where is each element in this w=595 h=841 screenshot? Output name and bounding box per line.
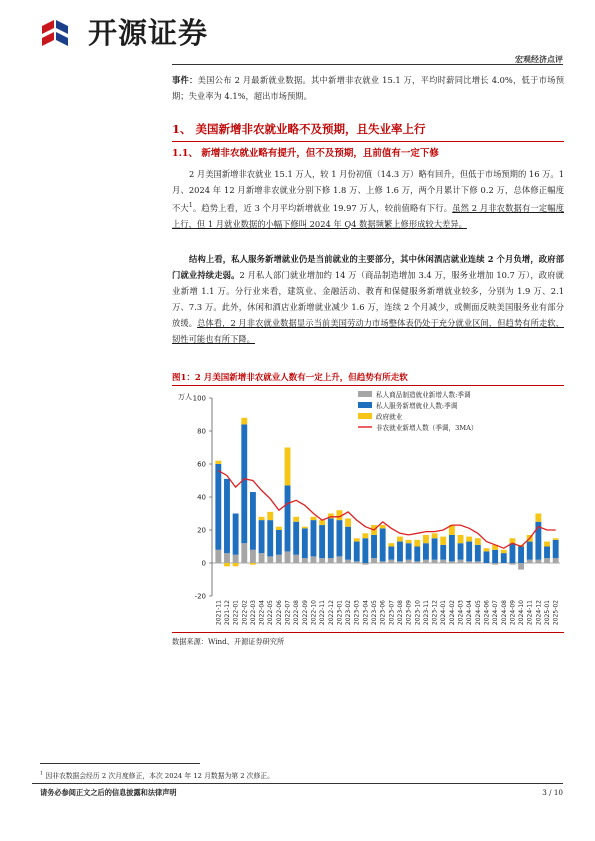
logo-icon <box>38 14 78 54</box>
services-bar <box>259 520 265 553</box>
government-bar <box>233 563 239 566</box>
government-bar <box>388 543 394 546</box>
government-bar <box>535 514 541 522</box>
x-tick-label: 2024-07 <box>492 600 500 626</box>
x-tick-label: 2022-05 <box>267 600 275 626</box>
x-tick-label: 2023-03 <box>353 600 361 626</box>
x-tick-label: 2024-05 <box>474 600 482 626</box>
government-bar <box>406 540 412 543</box>
goods-bar <box>250 550 256 563</box>
x-tick-label: 2022-03 <box>249 600 257 626</box>
y-tick-label: 0 <box>201 559 206 568</box>
x-tick-label: 2022-09 <box>301 600 309 626</box>
para1-text: 2 月美国新增非农就业 15.1 万人，较 1 月份初值（14.3 万）略有回升，但低于市场预期的 16 万。1 月、2024 年 12 月新增非农就业分别下修 1.8 万、上修 1.6 万，两个月累计下修 0.2 万，总体修正幅度不大 <box>172 169 564 213</box>
services-bar <box>458 543 464 560</box>
goods-bar <box>535 560 541 563</box>
x-tick-label: 2023-06 <box>379 600 387 626</box>
legend-label: 非农就业新增人数（季调，3MA） <box>376 424 478 432</box>
goods-bar <box>362 563 368 565</box>
government-bar <box>544 542 550 547</box>
services-bar <box>215 464 221 550</box>
x-tick-label: 2022-11 <box>319 600 327 626</box>
government-bar <box>285 448 291 486</box>
services-bar <box>475 545 481 562</box>
goods-bar <box>293 555 299 563</box>
government-bar <box>276 527 282 530</box>
y-tick-labels <box>193 395 212 601</box>
government-bar <box>432 533 438 538</box>
services-bar <box>414 547 420 562</box>
goods-bar <box>302 558 308 563</box>
para2-underlined: 总体看，2 月非农就业数据显示当前美国劳动力市场整体表仍处于充分就业区间，但趋势有所走软，韧性可能也有所下降。 <box>172 318 564 344</box>
x-tick-label: 2023-09 <box>405 600 413 626</box>
x-tick-label: 2021-11 <box>215 600 223 626</box>
goods-bar <box>354 561 360 563</box>
services-bar <box>354 542 360 562</box>
goods-bar <box>475 561 481 563</box>
government-bar <box>380 525 386 528</box>
para1-text-cont: 。趋势上看，近 3 个月平均新增就业 19.97 万人，较前值略有下行。 <box>192 202 453 213</box>
government-bar <box>440 537 446 545</box>
services-bar <box>319 525 325 558</box>
y-tick-label: -20 <box>194 592 206 601</box>
x-tick-label: 2024-02 <box>448 600 456 626</box>
employment-chart <box>172 388 564 632</box>
goods-bar <box>423 560 429 563</box>
x-tick-label: 2024-06 <box>483 600 491 626</box>
y-tick-label: 100 <box>192 394 206 403</box>
goods-bar <box>267 556 273 563</box>
goods-bar <box>371 558 377 563</box>
legend-swatch <box>358 391 372 397</box>
footnote-marker: 1 <box>188 202 193 209</box>
footer-disclaimer: 请务必参阅正文之后的信息披露和法律声明 <box>40 788 177 797</box>
paragraph-structure <box>172 251 564 347</box>
section-heading: 1、 美国新增非农就业略不及预期，且失业率上行 <box>172 122 426 136</box>
services-bar <box>311 520 317 556</box>
x-tick-label: 2024-11 <box>526 600 534 626</box>
x-tick-label: 2022-02 <box>241 600 249 626</box>
x-tick-label: 2022-06 <box>275 600 283 626</box>
brand-name: 开源证券 <box>88 16 209 50</box>
y-tick-label: 60 <box>197 460 206 469</box>
services-bar <box>440 545 446 560</box>
page-number: 3 / 10 <box>542 788 563 797</box>
government-bar <box>250 563 256 565</box>
government-bar <box>414 540 420 547</box>
goods-bar <box>388 560 394 563</box>
event-text: 美国公布 2 月最新就业数据。其中新增非农就业 15.1 万，平均时薪同比增长 4.0%，低于市场预期；失业率为 4.1%，超出市场预期。 <box>172 75 564 101</box>
services-bar <box>432 538 438 559</box>
goods-bar <box>553 558 559 563</box>
legend-swatch <box>358 402 372 408</box>
goods-bar <box>509 563 515 565</box>
legend-swatch <box>358 413 372 419</box>
services-bar <box>509 543 515 563</box>
government-bar <box>423 535 429 543</box>
x-tick-label: 2023-04 <box>362 600 370 626</box>
services-bar <box>328 518 334 558</box>
government-bar <box>293 517 299 522</box>
goods-bar <box>544 558 550 563</box>
services-bar <box>276 530 282 555</box>
government-bar <box>241 418 247 425</box>
footnote-text: 因非农数据会经历 2 次月度修正，本次 2024 年 12 月数据为第 2 次修正。 <box>45 772 274 780</box>
x-tick-label: 2024-12 <box>535 600 543 626</box>
goods-bar <box>215 550 221 563</box>
services-bar <box>241 424 247 543</box>
x-tick-labels <box>215 600 559 625</box>
goods-bar <box>397 561 403 563</box>
x-tick-label: 2022-12 <box>327 600 335 626</box>
subsection-heading: 1.1、 新增非农就业略有提升，但不及预期，且前值有一定下修 <box>172 148 439 159</box>
legend-label: 私人商品制造就业新增人数:季调 <box>376 391 471 399</box>
services-bar <box>250 492 256 550</box>
x-tick-label: 2023-12 <box>431 600 439 626</box>
services-bar <box>302 528 308 558</box>
section-divider <box>172 141 564 142</box>
services-bar <box>423 543 429 560</box>
goods-bar <box>311 556 317 563</box>
government-bar <box>466 537 472 542</box>
services-bar <box>518 547 524 564</box>
chart-legend <box>358 390 477 433</box>
goods-bar <box>414 561 420 563</box>
services-bar <box>406 543 412 560</box>
government-bar <box>302 527 308 529</box>
figure-bottom-rule <box>172 632 564 633</box>
services-bar <box>527 542 533 560</box>
goods-bar <box>492 563 498 565</box>
government-bar <box>553 538 559 540</box>
government-bar <box>397 537 403 542</box>
footnote-number: 1 <box>40 770 44 777</box>
goods-bar <box>527 560 533 563</box>
goods-bar <box>319 558 325 563</box>
x-tick-label: 2023-05 <box>371 600 378 626</box>
services-bar <box>388 547 394 560</box>
document-type: 宏观经济点评 <box>515 54 563 64</box>
goods-bar <box>380 561 386 563</box>
x-tick-label: 2024-01 <box>440 600 448 626</box>
event-label: 事件： <box>172 75 198 85</box>
government-bar <box>484 548 490 551</box>
services-bar <box>233 514 239 555</box>
para1-underlined: 虽然 2 月非农数据有一定幅度上行，但 1 月就业数据的小幅下修叫 2024 年 Q4 数据频繁上修形成较大差异。 <box>172 202 564 229</box>
goods-bar <box>328 558 334 563</box>
services-bar <box>501 553 507 563</box>
x-tick-label: 2024-04 <box>466 600 474 626</box>
x-tick-label: 2025-02 <box>552 600 560 626</box>
government-bar <box>267 512 273 520</box>
y-unit-label: 万人 <box>178 393 192 401</box>
figure-title: 图1：2 月美国新增非农就业人数有一定上升，但趋势有所走软 <box>172 373 408 383</box>
goods-bar <box>241 543 247 563</box>
footnote-divider <box>40 763 200 764</box>
services-bar <box>380 528 386 561</box>
y-tick-label: 80 <box>197 427 206 436</box>
x-tick-label: 2022-08 <box>293 600 301 626</box>
x-tick-label: 2022-04 <box>258 600 266 626</box>
x-tick-label: 2022-10 <box>310 600 318 626</box>
services-bar <box>336 520 342 556</box>
x-tick-label: 2023-02 <box>345 600 353 626</box>
y-tick-label: 20 <box>197 526 206 535</box>
x-tick-label: 2023-11 <box>422 600 430 626</box>
legend-label: 私人服务新增就业人数:季调 <box>376 402 458 410</box>
government-bar <box>501 550 507 553</box>
services-bar <box>449 535 455 561</box>
government-bar <box>475 538 481 545</box>
goods-bar <box>466 561 472 563</box>
goods-bar <box>224 553 230 563</box>
government-bar <box>458 535 464 543</box>
goods-bar <box>233 555 239 563</box>
government-bar <box>319 520 325 525</box>
goods-bar <box>440 560 446 563</box>
x-tick-label: 2023-01 <box>336 600 344 626</box>
services-bar <box>285 485 291 551</box>
services-bar <box>484 551 490 563</box>
services-bar <box>544 547 550 559</box>
goods-bar <box>259 553 265 563</box>
x-tick-label: 2022-07 <box>284 600 292 626</box>
x-tick-label: 2024-09 <box>509 600 517 626</box>
para2-bold: 结构上看，私人服务新增就业仍是当前就业的主要部分，其中休闲酒店就业连续 2 个月负增，政府部门就业持续走弱。 <box>172 254 564 280</box>
government-bar <box>224 563 230 566</box>
government-bar <box>509 538 515 543</box>
x-tick-label: 2023-10 <box>414 600 422 626</box>
x-tick-label: 2023-07 <box>388 600 396 626</box>
goods-bar <box>458 560 464 563</box>
services-bar <box>362 538 368 563</box>
services-bar <box>397 542 403 562</box>
goods-bar <box>518 563 524 570</box>
government-bar <box>354 538 360 541</box>
goods-bar <box>345 560 351 563</box>
x-tick-label: 2021-12 <box>224 600 231 626</box>
goods-bar <box>432 560 438 563</box>
goods-bar <box>406 560 412 563</box>
goods-bar <box>276 555 282 563</box>
legend-label: 政府就业 <box>376 413 403 421</box>
government-bar <box>259 517 265 520</box>
para2-text: 2 月私人部门就业增加约 14 万（商品制造增加 3.4 万，服务业增加 10.7 万），政府就业新增 1.1 万。分行业来看，建筑业、金融活动、教育和保健服务新增就业较多，分别为 1.9 万、2.1 万、7.3 万。此外，休闲和酒店业新增就业减少 1.6 万，连续 2 个月减少，或侧面反映美国服务业有部分放缓。 <box>172 270 564 328</box>
services-bar <box>224 479 230 553</box>
goods-bar <box>449 561 455 563</box>
services-bar <box>371 535 377 558</box>
services-bar <box>553 540 559 558</box>
services-bar <box>293 522 299 555</box>
services-bar <box>345 527 351 560</box>
y-tick-label: 40 <box>197 493 206 502</box>
footnote <box>40 770 274 780</box>
header-divider <box>172 64 563 65</box>
x-tick-label: 2025-01 <box>544 600 551 626</box>
event-paragraph <box>172 72 564 104</box>
paragraph-headline-data <box>172 166 564 232</box>
services-bar <box>267 520 273 556</box>
services-bar <box>466 542 472 562</box>
goods-bar <box>285 551 291 563</box>
x-tick-label: 2022-01 <box>232 600 240 626</box>
footer-divider <box>32 783 563 784</box>
government-bar <box>362 533 368 538</box>
goods-bar <box>336 556 342 563</box>
services-bar <box>492 550 498 563</box>
x-tick-label: 2024-10 <box>518 600 526 626</box>
government-bar <box>215 461 221 464</box>
x-tick-label: 2023-08 <box>397 600 404 626</box>
figure-source: 数据来源：Wind、开源证券研究所 <box>172 637 285 646</box>
x-tick-label: 2024-08 <box>500 600 508 626</box>
x-tick-label: 2024-03 <box>457 600 465 626</box>
government-bar <box>345 518 351 526</box>
figure-top-rule <box>172 385 564 386</box>
government-bar <box>311 517 317 520</box>
